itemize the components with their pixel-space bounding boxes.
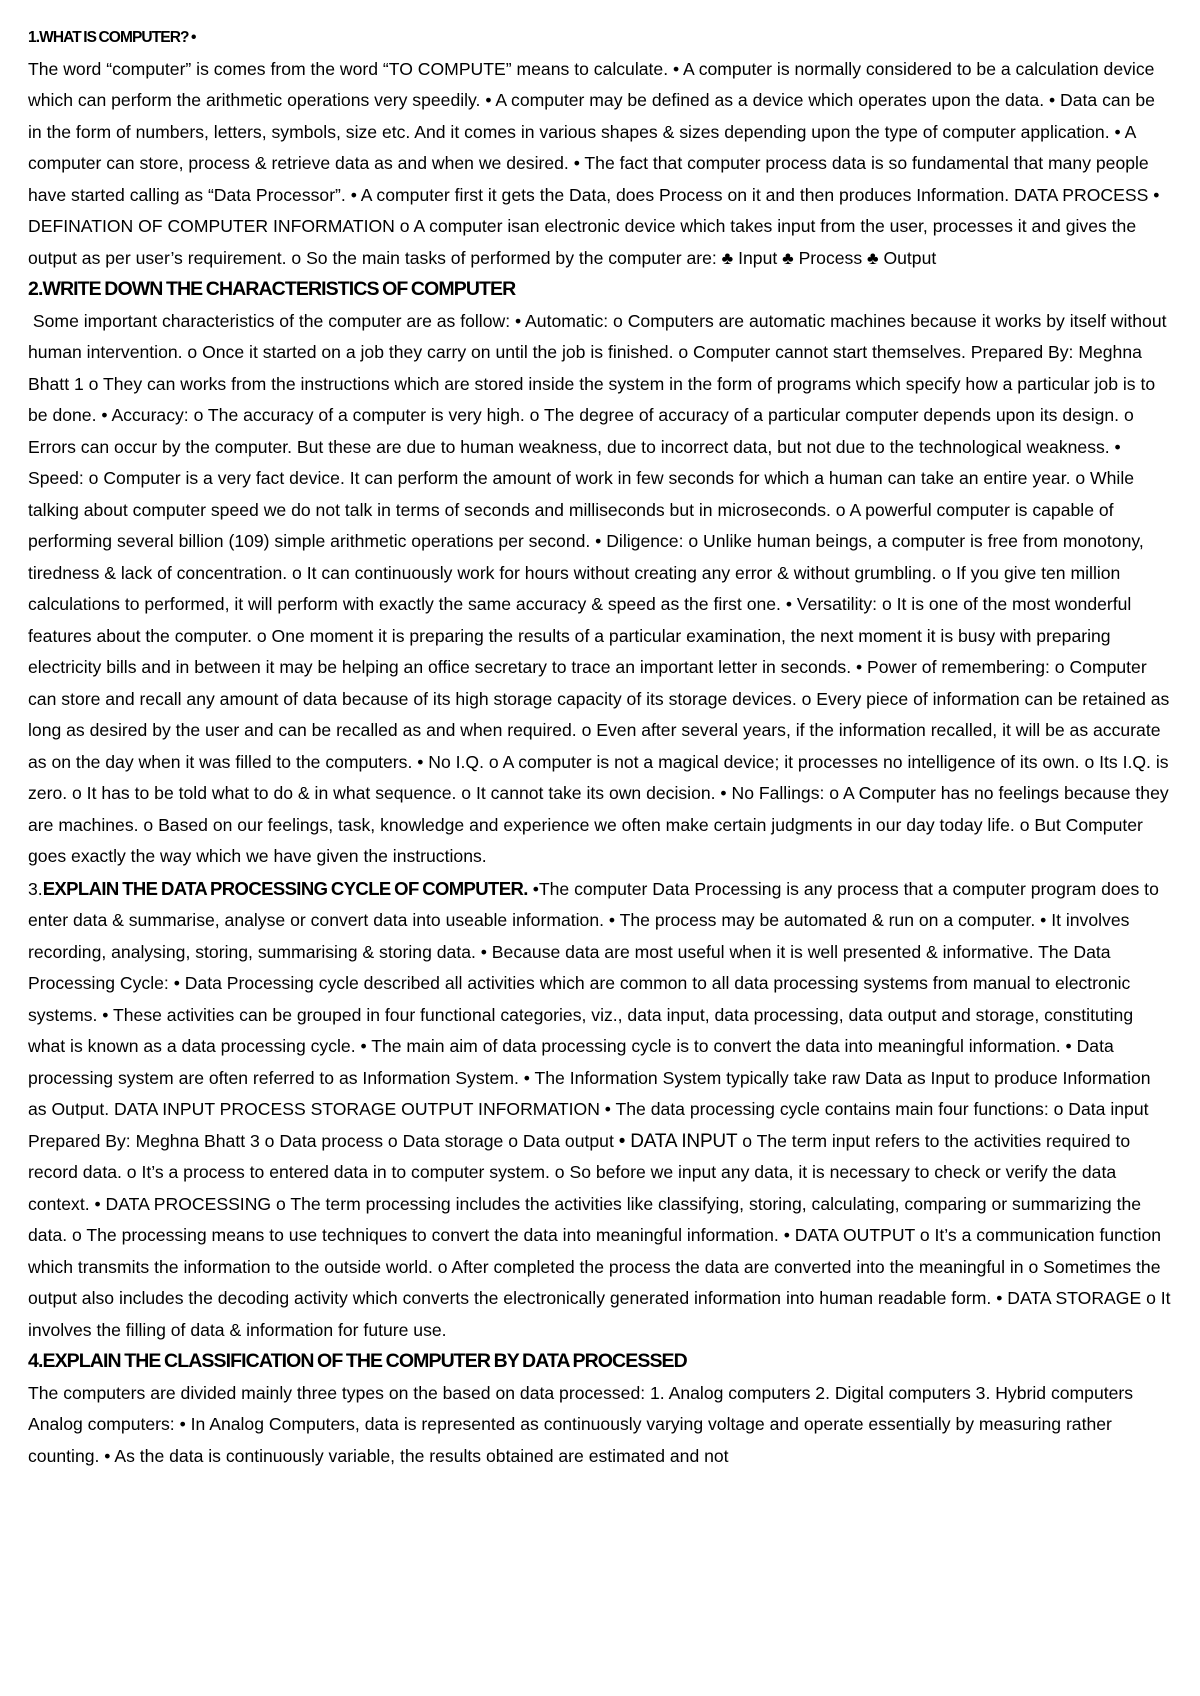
section-heading: 4.EXPLAIN THE CLASSIFICATION OF THE COMPUTER BY DATA PROCESSED	[28, 1350, 687, 1372]
section-body: The word “computer” is comes from the word “TO COMPUTE” means to calculate. • A computer is normally considered to be a calculation device which can perform the arithmetic operations very speedily. • A computer may be defined as a device which operates upon the data. • Data can be in the form of numbers, letters, symbols, size etc. And it comes in various shapes & sizes depending upon the type of computer application. • A computer can store, process & retrieve data as and when we desired. • The fact that computer process data is so fundamental that many people have started calling as “Data Processor”. • A computer first it gets the Data, does Process on it and then produces Information. DATA PROCESS • DEFINATION OF COMPUTER INFORMATION o A computer isan electronic device which takes input from the user, processes it and gives the output as per user’s requirement. o So the main tasks of performed by the computer are: ♣ Input ♣ Process ♣ Output	[28, 58, 1160, 268]
data-input-emphasis: • DATA INPUT	[618, 1130, 738, 1152]
section-what-is-computer	[28, 22, 1172, 274]
section-classification	[28, 1346, 1172, 1472]
section-number: 3.	[28, 878, 43, 899]
section-body-text: •The computer Data Processing is any process that a computer program does to enter data & summarise, analyse or convert data into useable information. • The process may be automated & run on a computer. • It involves recording, analysing, storing, summarising & storing data. • Because data are most useful when it is well presented & informative. The Data Processing Cycle: • Data Processing cycle described all activities which are common to all data processing systems from manual to electronic systems. • These activities can be grouped in four functional categories, viz., data input, data processing, data output and storage, constituting what is known as a data processing cycle. • The main aim of data processing cycle is to convert the data into meaningful information. • Data processing system are often referred to as Information System. • The Information System typically take raw Data as Input to produce Information as Output. DATA INPUT PROCESS STORAGE OUTPUT INFORMATION • The data processing cycle contains main four functions: o Data input Prepared By: Meghna Bhatt 3 o Data process o Data storage o Data output	[28, 878, 1159, 1151]
section-characteristics	[28, 274, 1172, 873]
section-body	[28, 306, 1172, 873]
section-heading: EXPLAIN THE DATA PROCESSING CYCLE OF COMPUTER.	[42, 877, 528, 899]
section-body: The computers are divided mainly three types on the based on data processed: 1. Analog computers 2. Digital computers 3. Hybrid computers Analog computers: • In Analog Computers, data is represented as continuously varying voltage and operate essentially by measuring rather counting. • As the data is continuously variable, the results obtained are estimated and not	[28, 1382, 1134, 1466]
section-heading: 2.WRITE DOWN THE CHARACTERISTICS OF COMPUTER	[28, 278, 516, 300]
section-body-text-continued: o The term input refers to the activities required to record data. o It’s a process to entered data in to computer system. o So before we input any data, it is necessary to check or verify the data context. • DATA PROCESSING o The term processing includes the activities like classifying, storing, calculating, comparing or summarizing the data. o The processing means to use techniques to convert the data into meaningful information. • DATA OUTPUT o It’s a communication function which transmits the information to the outside world. o After completed the process the data are converted into the meaningful in o Sometimes the output also includes the decoding activity which converts the electronically generated information into human readable form. • DATA STORAGE o It involves the filling of data & information for future use.	[28, 1130, 1171, 1340]
section-body-text: Some important characteristics of the computer are as follow: • Automatic: o Computers are automatic machines because it works by itself without human intervention. o Once it started on a job they carry on until the job is finished. o Computer cannot start themselves. Prepared By: Meghna Bhatt 1 o They can works from the instructions which are stored inside the system in the form of programs which specify how a particular job is to be done. • Accuracy: o The accuracy of a computer is very high. o The degree of accuracy of a particular computer depends upon its design. o Errors can occur by the computer. But these are due to human weakness, due to incorrect data, but not due to the technological weakness. • Speed: o Computer is a very fact device. It can perform the amount of work in few seconds for which a human can take an entire year. o While talking about computer speed we do not talk in terms of seconds and milliseconds but in microseconds. o A powerful computer is capable of performing several billion (109) simple arithmetic operations per second. • Diligence: o Unlike human beings, a computer is free from monotony, tiredness & lack of concentration. o It can continuously work for hours without creating any error & without grumbling. o If you give ten million calculations to performed, it will perform with exactly the same accuracy & speed as the first one. • Versatility: o It is one of the most wonderful features about the computer. o One moment it is preparing the results of a particular examination, the next moment it is busy with preparing electricity bills and in between it may be helping an office secretary to trace an important letter in seconds. • Power of remembering: o Computer can store and recall any amount of data because of its high storage capacity of its storage devices. o Every piece of information can be retained as long as desired by the user and can be recalled as and when required. o Even after several years, if the information recalled, it will be as accurate as on the day when it was filled to the computers. • No I.Q. o A computer is not a magical device; it processes no intelligence of its own. o Its I.Q. is zero. o It has to be told what to do & in what sequence. o It cannot take its own decision. • No Fallings: o A Computer has no feelings because they are machines. o Based on our feelings, task, knowledge and experience we often make certain judgments in our day today life. o But Computer goes exactly the way which we have given the instructions.	[28, 310, 1170, 866]
section-heading: 1.WHAT IS COMPUTER? •	[28, 29, 196, 46]
section-body	[28, 873, 1172, 1347]
section-data-processing-cycle	[28, 873, 1172, 1347]
